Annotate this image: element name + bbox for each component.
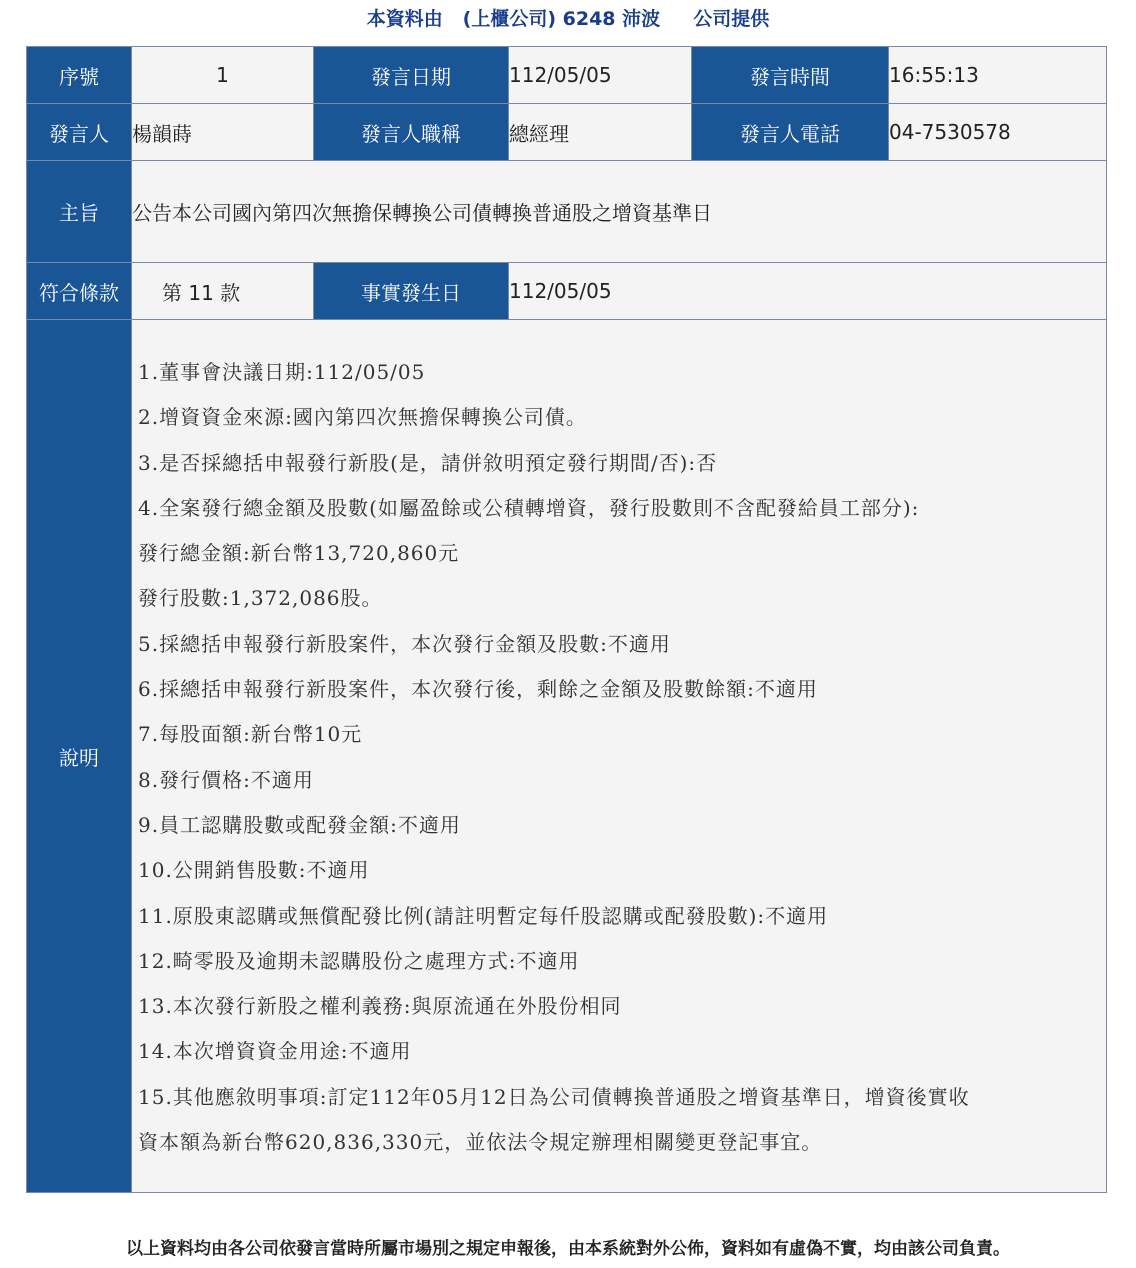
fact-date-value: 112/05/05 — [509, 263, 1107, 320]
time-value: 16:55:13 — [889, 47, 1107, 104]
description-line: 3.是否採總括申報發行新股(是，請併敘明預定發行期間/否):否 — [138, 450, 718, 475]
description-line: 2.增資資金來源:國內第四次無擔保轉換公司債。 — [138, 405, 587, 430]
description-line: 15.其他應敘明事項:訂定112年05月12日為公司債轉換普通股之增資基準日，增資後實收 — [138, 1084, 970, 1109]
speaker-title-value: 總經理 — [509, 104, 692, 161]
speaker-title-label: 發言人職稱 — [314, 104, 509, 161]
description-line: 9.員工認購股數或配發金額:不適用 — [138, 812, 461, 837]
disclaimer-footer: 以上資料均由各公司依發言當時所屬市場別之規定申報後，由本系統對外公佈，資料如有虛偽不實，均由該公司負責。 — [126, 1239, 1010, 1259]
speaker-value: 楊韻蒔 — [132, 104, 314, 161]
subject-value: 公告本公司國內第四次無擔保轉換公司債轉換普通股之增資基準日 — [132, 161, 1107, 263]
description-line: 資本額為新台幣620,836,330元，並依法令規定辦理相關變更登記事宜。 — [138, 1130, 823, 1155]
row-speaker — [27, 104, 1107, 161]
description-line: 13.本次發行新股之權利義務:與原流通在外股份相同 — [138, 994, 622, 1019]
announcement-header — [0, 4, 1136, 34]
description-line: 1.董事會決議日期:112/05/05 — [138, 360, 426, 384]
description-body — [132, 320, 1106, 1165]
speaker-phone-value: 04-7530578 — [889, 104, 1107, 161]
clause-label: 符合條款 — [27, 263, 132, 320]
subject-label: 主旨 — [27, 161, 132, 263]
description-cell — [132, 320, 1107, 1193]
announcement-table — [26, 46, 1107, 1193]
seq-label: 序號 — [27, 47, 132, 104]
row-clause — [27, 263, 1107, 320]
speaker-label: 發言人 — [27, 104, 132, 161]
description-line: 14.本次增資資金用途:不適用 — [138, 1039, 412, 1064]
speaker-phone-label: 發言人電話 — [692, 104, 889, 161]
date-label: 發言日期 — [314, 47, 509, 104]
description-line: 7.每股面額:新台幣10元 — [138, 722, 363, 747]
header-suffix: 公司提供 — [693, 8, 770, 30]
fact-date-label: 事實發生日 — [314, 263, 509, 320]
clause-value: 第 11 款 — [132, 263, 314, 320]
description-label: 說明 — [27, 320, 132, 1193]
row-subject — [27, 161, 1107, 263]
header-prefix: 本資料由 — [366, 8, 443, 30]
description-line: 5.採總括申報發行新股案件，本次發行金額及股數:不適用 — [138, 631, 671, 656]
description-line: 11.原股東認購或無償配發比例(請註明暫定每仟股認購或配發股數):不適用 — [138, 903, 829, 928]
description-line: 4.全案發行總金額及股數(如屬盈餘或公積轉增資，發行股數則不含配發給員工部分): — [138, 495, 920, 520]
description-line: 8.發行價格:不適用 — [138, 767, 314, 792]
description-line: 6.採總括申報發行新股案件，本次發行後，剩餘之金額及股數餘額:不適用 — [138, 677, 818, 702]
row-seq-date-time — [27, 47, 1107, 104]
description-line: 發行股數:1,372,086股。 — [138, 586, 383, 611]
description-line: 12.畸零股及逾期未認購股份之處理方式:不適用 — [138, 948, 580, 973]
seq-value: 1 — [132, 47, 314, 104]
date-value: 112/05/05 — [509, 47, 692, 104]
description-line: 發行總金額:新台幣13,720,860元 — [138, 541, 460, 566]
time-label: 發言時間 — [692, 47, 889, 104]
header-company: (上櫃公司) 6248 沛波 — [462, 8, 661, 30]
row-description — [27, 320, 1107, 1193]
description-line: 10.公開銷售股數:不適用 — [138, 858, 370, 883]
